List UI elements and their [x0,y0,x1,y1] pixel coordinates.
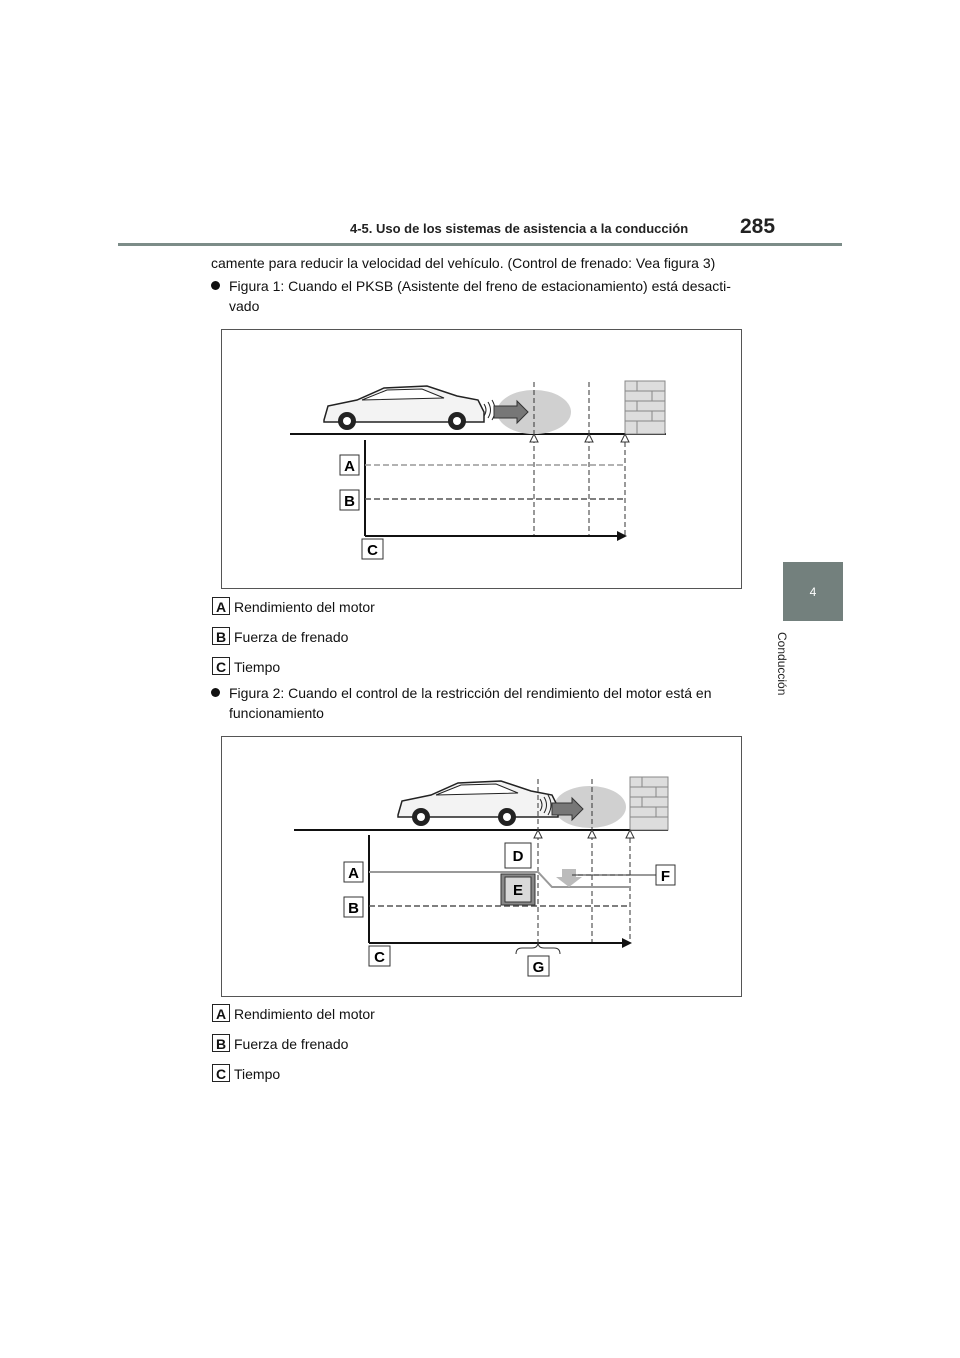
legend-text: Fuerza de frenado [234,629,349,645]
legend-text: Rendimiento del motor [234,599,375,615]
legend-key: B [212,1034,230,1052]
section-title: 4-5. Uso de los sistemas de asistencia a la conducción [350,221,689,236]
bullet-dot [211,281,220,290]
figure2-label-c: C [374,949,385,966]
legend-text: Fuerza de frenado [234,1036,349,1052]
figure1-label-b: B [344,493,355,510]
legend-text: Tiempo [234,1066,281,1082]
figure2-label-f: F [660,868,671,885]
intro-paragraph: camente para reducir la velocidad del vehículo. (Control de frenado: Vea figura 3) [211,255,716,271]
legend-key: C [212,657,230,675]
restriction-arrow-icon [556,869,582,887]
brick-wall-icon [625,381,665,434]
car-icon [324,386,495,430]
bullet-figure1-line2: vado [229,298,260,314]
car-icon [398,781,558,826]
figure-1-diagram [222,330,741,588]
figure1-label-a: A [344,458,355,475]
legend-key: C [212,1064,230,1082]
figure2-label-b: B [348,900,359,917]
bullet-figure2 [229,683,711,723]
chapter-label: Conducción [775,632,789,696]
chapter-number: 4 [809,584,817,599]
figure-1 [221,329,742,589]
figure2-label-e: E [512,882,524,899]
bullet-figure2-line1: Figura 2: Cuando el control de la restricción del rendimiento del motor está en [229,685,712,701]
bullet-figure1-line1: Figura 1: Cuando el PKSB (Asistente del freno de estacionamiento) está desacti- [229,278,731,294]
legend-key: B [212,627,230,645]
header-divider [118,243,842,246]
bullet-dot [211,688,220,697]
legend-text: Tiempo [234,659,281,675]
figure-2 [221,736,742,997]
figure2-label-a: A [348,865,359,882]
figure2-label-d: D [512,848,524,865]
legend-text: Rendimiento del motor [234,1006,375,1022]
brick-wall-icon [630,777,668,830]
figure-2-diagram [222,737,741,996]
legend-key: A [212,1004,230,1022]
figure1-label-c: C [367,542,378,559]
chapter-tab [783,562,843,621]
page-number: 285 [740,215,776,238]
chapter-label-container [775,632,805,712]
legend-key: A [212,597,230,615]
bullet-figure2-line2: funcionamiento [229,705,324,721]
figure2-label-g: G [532,959,545,976]
bullet-figure1 [229,276,731,316]
